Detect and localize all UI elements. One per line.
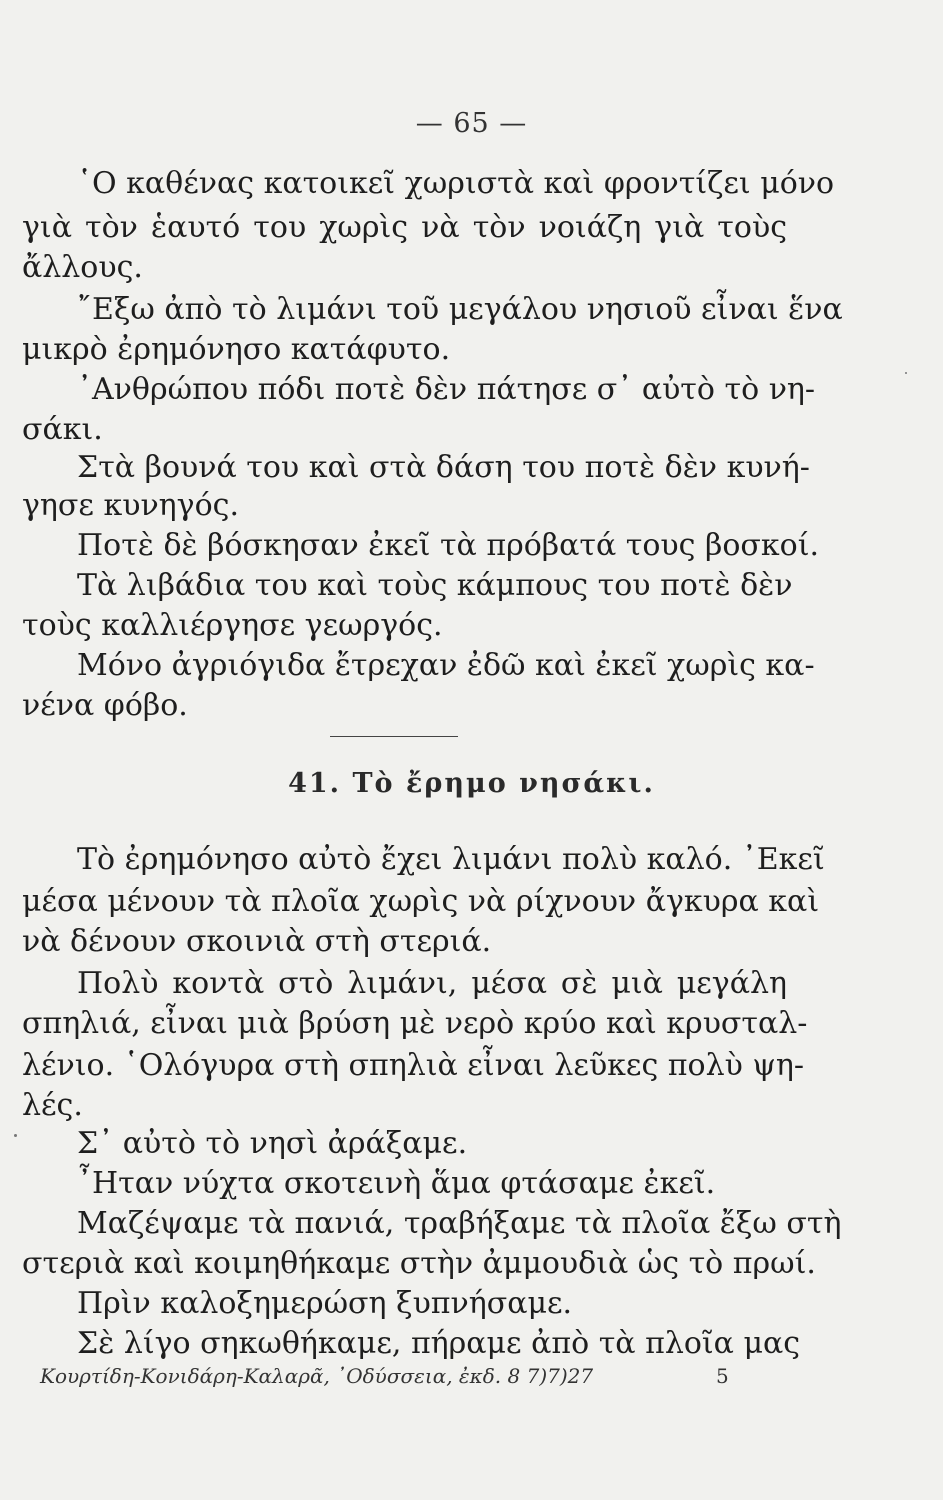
text-line: ῾Ο καθένας κατοικεῖ χωριστὰ καὶ φροντίζει μόνο — [77, 166, 835, 201]
text-line: γησε κυνηγός. — [22, 488, 239, 523]
text-line: λές. — [22, 1088, 83, 1123]
printer-signature-mark: 5 — [716, 1364, 729, 1388]
text-line: ἄλλους. — [22, 250, 143, 285]
text-line: Μόνο ἀγριόγιδα ἔτρεχαν ἐδῶ καὶ ἐκεῖ χωρὶς κα- — [77, 648, 815, 683]
text-line: μικρὸ ἐρημόνησο κατάφυτο. — [22, 332, 451, 367]
section-heading: 41. Τὸ ἔρημο νησάκι. — [288, 768, 655, 799]
text-line: Στὰ βουνά του καὶ στὰ δάση του ποτὲ δὲν κυνή- — [77, 450, 810, 485]
text-line: Μαζέψαμε τὰ πανιά, τραβήξαμε τὰ πλοῖα ἔξω στὴ — [77, 1206, 842, 1241]
text-line: νένα φόβο. — [22, 688, 188, 723]
footer-signature-line: Κουρτίδη-Κονιδάρη-Καλαρᾶ, ᾿Οδύσσεια, ἐκδ. 8 7)7)27 — [40, 1364, 594, 1388]
text-line: Πρὶν καλοξημερώση ξυπνήσαμε. — [77, 1286, 573, 1321]
section-divider — [330, 736, 458, 737]
text-line: Ποτὲ δὲ βόσκησαν ἐκεῖ τὰ πρόβατά τους βοσκοί. — [77, 528, 819, 563]
text-line: Πολὺ κοντὰ στὸ λιμάνι, μέσα σὲ μιὰ μεγάλη — [77, 966, 787, 1001]
text-line: Τὸ ἐρημόνησο αὐτὸ ἔχει λιμάνι πολὺ καλό. ᾿Εκεῖ — [77, 842, 825, 877]
text-line: γιὰ τὸν ἑαυτό του χωρὶς νὰ τὸν νοιάζη γιὰ τοὺς — [22, 210, 787, 245]
text-line: νὰ δένουν σκοινιὰ στὴ στεριά. — [22, 924, 492, 959]
page-number: — 65 — — [415, 108, 528, 139]
text-line: μέσα μένουν τὰ πλοῖα χωρὶς νὰ ρίχνουν ἄγκυρα καὶ — [22, 884, 820, 919]
text-line: σάκι. — [22, 412, 103, 447]
paper-speck — [14, 1134, 17, 1137]
text-line: ῏Ηταν νύχτα σκοτεινὴ ἅμα φτάσαμε ἐκεῖ. — [77, 1166, 716, 1201]
paper-speck — [905, 372, 907, 374]
text-line: Τὰ λιβάδια του καὶ τοὺς κάμπους του ποτὲ δὲν — [77, 568, 793, 603]
text-line: τοὺς καλλιέργησε γεωργός. — [22, 608, 443, 643]
text-line: σπηλιά, εἶναι μιὰ βρύση μὲ νερὸ κρύο καὶ κρυσταλ- — [22, 1006, 808, 1041]
text-line: ᾿Ανθρώπου πόδι ποτὲ δὲν πάτησε σ᾿ αὐτὸ τὸ νη- — [77, 372, 816, 407]
text-line: ῎Εξω ἀπὸ τὸ λιμάνι τοῦ μεγάλου νησιοῦ εἶναι ἕνα — [77, 292, 843, 327]
text-line: λένιο. ῾Ολόγυρα στὴ σπηλιὰ εἶναι λεῦκες πολὺ ψη- — [22, 1048, 805, 1083]
text-line: στεριὰ καὶ κοιμηθήκαμε στὴν ἀμμουδιὰ ὡς τὸ πρωί. — [22, 1246, 816, 1281]
text-line: Σὲ λίγο σηκωθήκαμε, πήραμε ἀπὸ τὰ πλοῖα μας — [77, 1326, 801, 1361]
text-line: Σ᾿ αὐτὸ τὸ νησὶ ἀράξαμε. — [77, 1126, 468, 1161]
